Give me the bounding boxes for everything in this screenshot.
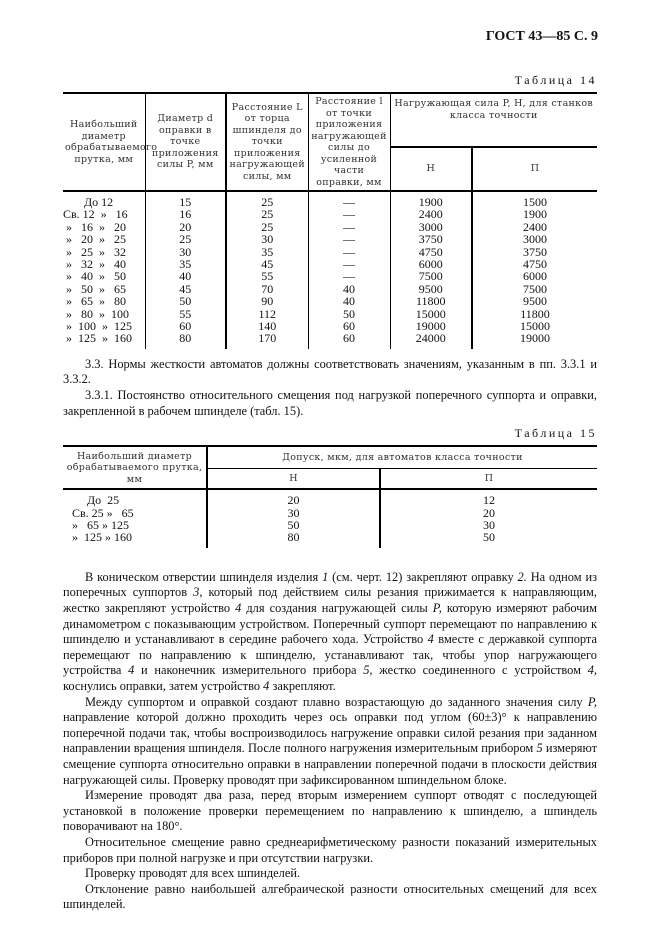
text-run: Отклонение равно наибольшей алгебраической разности относительных смещений для всех шпинделей. bbox=[63, 881, 597, 912]
reference-number: 1 bbox=[322, 569, 329, 584]
header-distance-L: Расстояние L от торца шпинделя до точки приложения нагружающей силы, мм bbox=[226, 93, 308, 191]
table-cell: 19000 bbox=[520, 331, 550, 346]
cell-diameter-range: » 125 » 160 bbox=[63, 332, 145, 348]
header-class-n: Н bbox=[390, 147, 472, 191]
table-cell: 25 bbox=[226, 208, 308, 220]
table-cell: 19000 bbox=[390, 320, 472, 332]
table-cell: — bbox=[308, 270, 390, 282]
text-run: Относительное смещение равно среднеарифметическому разности показаний измерительных приборов при полной нагрузке и при отсутствии нагрузки. bbox=[63, 834, 597, 865]
page-content bbox=[63, 0, 597, 913]
text-run: который под действием силы резания прижимается к направляющим, жестко закрепляют устройство bbox=[63, 585, 597, 616]
header-class-n: Н bbox=[207, 468, 380, 489]
paragraph-3-3-1: 3.3.1. Постоянство относительного смещения под нагрузкой поперечного суппорта и оправки, закрепленной в рабочем шпинделе (табл. 15). bbox=[63, 388, 597, 418]
table-row bbox=[63, 531, 597, 547]
text-run: В коническом отверстии шпинделя изделия bbox=[85, 569, 323, 584]
table-cell: 70 bbox=[226, 283, 308, 295]
table-cell: 45 bbox=[226, 258, 308, 270]
cell-diameter-range: » 25 » 32 bbox=[63, 246, 145, 258]
table-row bbox=[63, 308, 597, 320]
cell-diameter-range: До 12 bbox=[63, 191, 145, 208]
reference-number: P, bbox=[432, 601, 442, 616]
header-distance-l: Расстояние l от точки приложения нагружающей силы до усиленной части оправки, мм bbox=[308, 93, 390, 191]
paragraph bbox=[63, 866, 597, 882]
table-cell: — bbox=[308, 233, 390, 245]
reference-number: 3, bbox=[193, 585, 203, 600]
text-run: для создания нагружающей силы bbox=[241, 601, 433, 616]
table-cell: 3000 bbox=[390, 221, 472, 233]
cell-diameter-range: » 40 » 50 bbox=[63, 270, 145, 282]
table-cell: 9500 bbox=[523, 294, 547, 309]
table-cell: 6000 bbox=[523, 269, 547, 284]
text-run: вместе с державкой суппорта перемещают по направлению к шпинделю, устанавливают так, чтобы упор нагружающего устройства bbox=[63, 632, 597, 678]
table-cell: 24000 bbox=[390, 332, 472, 348]
body-text bbox=[63, 570, 597, 913]
table-row bbox=[63, 519, 597, 531]
cell-diameter-range: » 65 » 80 bbox=[63, 295, 145, 307]
reference-number: 4 bbox=[128, 663, 135, 678]
table-cell: — bbox=[308, 191, 390, 208]
table-cell: 25 bbox=[145, 233, 226, 245]
table-cell: 1900 bbox=[523, 207, 547, 222]
reference-number: 4 bbox=[235, 601, 242, 616]
table-cell: 30 bbox=[226, 233, 308, 245]
table-cell: 3000 bbox=[523, 232, 547, 247]
table-cell: 112 bbox=[226, 308, 308, 320]
text-run: измеряют смещение суппорта относительно оправки в направлении поперечной подачи в плоскости действия нагружающей силы. Проверку проводят при зафиксированном шпиндельном блоке. bbox=[63, 741, 597, 787]
table-cell: 80 bbox=[145, 332, 226, 348]
table-cell: 60 bbox=[308, 320, 390, 332]
table-cell: 3750 bbox=[390, 233, 472, 245]
table-cell: 1900 bbox=[390, 191, 472, 208]
table-cell: 15000 bbox=[390, 308, 472, 320]
header-bar-diameter: Наибольший диаметр обрабатываемого прутка, мм bbox=[63, 93, 145, 191]
table-cell: 4750 bbox=[390, 246, 472, 258]
table-row bbox=[63, 191, 597, 208]
text-run: закрепляют. bbox=[269, 679, 336, 694]
cell-diameter-range: » 50 » 65 bbox=[63, 283, 145, 295]
table-row bbox=[63, 295, 597, 307]
table-cell: 55 bbox=[226, 270, 308, 282]
table-cell: 2400 bbox=[523, 219, 547, 234]
paragraph bbox=[63, 695, 597, 789]
table-row bbox=[63, 270, 597, 282]
table-cell: 50 bbox=[483, 530, 495, 545]
table-cell: — bbox=[308, 221, 390, 233]
table-row bbox=[63, 332, 597, 348]
header-class-p: П bbox=[530, 163, 540, 175]
page-header: ГОСТ 43—85 С. 9 bbox=[485, 29, 598, 44]
paragraph bbox=[63, 788, 597, 835]
table-cell: — bbox=[308, 258, 390, 270]
table-cell: 15000 bbox=[520, 319, 550, 334]
table-cell: 3750 bbox=[523, 244, 547, 259]
table-cell: 30 bbox=[145, 246, 226, 258]
table-cell: 60 bbox=[308, 332, 390, 348]
table-cell: — bbox=[308, 208, 390, 220]
table-cell: 45 bbox=[145, 283, 226, 295]
header-tolerance: Допуск, мкм, для автоматов класса точности bbox=[207, 446, 597, 468]
reference-number: 5 bbox=[536, 741, 543, 756]
table-cell: 12 bbox=[483, 493, 495, 508]
cell-diameter-range: » 80 » 100 bbox=[63, 308, 145, 320]
text-run: На одном из поперечных суппортов bbox=[63, 569, 597, 600]
cell-diameter-range: » 20 » 25 bbox=[63, 233, 145, 245]
table-cell: 60 bbox=[145, 320, 226, 332]
table-cell: — bbox=[308, 246, 390, 258]
table-cell: 7500 bbox=[390, 270, 472, 282]
table-cell: 2400 bbox=[390, 208, 472, 220]
table-cell: 11800 bbox=[520, 306, 550, 321]
paragraph bbox=[63, 882, 597, 913]
cell-diameter-range: » 100 » 125 bbox=[63, 320, 145, 332]
table-cell: 30 bbox=[483, 518, 495, 533]
text-run: (см. черт. 12) закрепляют оправку bbox=[328, 569, 518, 584]
table-cell: 15 bbox=[145, 191, 226, 208]
table-cell: 50 bbox=[145, 295, 226, 307]
table-cell: 6000 bbox=[390, 258, 472, 270]
cell-diameter-range: Св. 25 » 65 bbox=[63, 507, 207, 519]
table-cell: 140 bbox=[226, 320, 308, 332]
table-row bbox=[63, 208, 597, 220]
table-cell: 7500 bbox=[523, 281, 547, 296]
table-14 bbox=[63, 92, 597, 349]
cell-diameter-range: До 25 bbox=[63, 489, 207, 506]
table-row bbox=[63, 507, 597, 519]
table-cell: 50 bbox=[207, 519, 380, 531]
table-cell: 50 bbox=[308, 308, 390, 320]
table-cell: 35 bbox=[145, 258, 226, 270]
table-cell: 4750 bbox=[523, 257, 547, 272]
text-run: Между суппортом и оправкой создают плавно возрастающую до заданного значения силу bbox=[85, 694, 588, 709]
reference-number: 4 bbox=[427, 632, 434, 647]
table-row bbox=[63, 221, 597, 233]
text-run: жестко соединенного с устройством bbox=[372, 663, 588, 678]
table-row bbox=[63, 246, 597, 258]
table-row bbox=[63, 283, 597, 295]
table-cell: 40 bbox=[145, 270, 226, 282]
paragraph-3-3: 3.3. Нормы жесткости автоматов должны соответствовать значениям, указанным в пп. 3.3.1 и 3.3.2. bbox=[63, 356, 597, 387]
text-run: Измерение проводят два раза, перед вторым измерением суппорт отводят с последующей установкой в положение проверки перемещением по направлению к шпинделю, а шпиндель поворачивают на 180°. bbox=[63, 788, 597, 834]
table-cell: 30 bbox=[207, 507, 380, 519]
header-load-force: Нагружающая сила P, Н, для станков класса точности bbox=[390, 93, 597, 147]
cell-diameter-range: Св. 12 » 16 bbox=[63, 208, 145, 220]
cell-diameter-range: » 32 » 40 bbox=[63, 258, 145, 270]
table-cell: 55 bbox=[145, 308, 226, 320]
header-bar-diameter: Наибольший диаметр обрабатываемого прутка, мм bbox=[63, 446, 207, 489]
header-class-p: П bbox=[484, 472, 494, 484]
table-row bbox=[63, 320, 597, 332]
table-cell: 35 bbox=[226, 246, 308, 258]
paragraph bbox=[63, 570, 597, 695]
table-cell: 40 bbox=[308, 283, 390, 295]
table-cell: 170 bbox=[226, 332, 308, 348]
cell-diameter-range: » 125 » 160 bbox=[63, 531, 207, 547]
reference-number: P, bbox=[587, 694, 597, 709]
table-cell: 90 bbox=[226, 295, 308, 307]
table-cell: 1500 bbox=[523, 195, 547, 209]
paragraph bbox=[63, 835, 597, 866]
reference-number: 2. bbox=[517, 569, 527, 584]
text-run: и наконечник измерительного прибора bbox=[134, 663, 364, 678]
reference-number: 4, bbox=[587, 663, 597, 678]
text-run: Проверку проводят для всех шпинделей. bbox=[85, 866, 301, 881]
text-run: коснулись оправки, затем устройство bbox=[63, 679, 264, 694]
table-cell: 20 bbox=[145, 221, 226, 233]
table-15 bbox=[63, 445, 597, 548]
table-cell: 40 bbox=[308, 295, 390, 307]
table-cell: 25 bbox=[226, 191, 308, 208]
table-cell: 9500 bbox=[390, 283, 472, 295]
cell-diameter-range: » 16 » 20 bbox=[63, 221, 145, 233]
reference-number: 4 bbox=[263, 679, 270, 694]
table-cell: 80 bbox=[207, 531, 380, 547]
cell-diameter-range: » 65 » 125 bbox=[63, 519, 207, 531]
table-cell: 20 bbox=[207, 489, 380, 506]
table-15-label: Таблица 15 bbox=[514, 426, 597, 441]
table-cell: 16 bbox=[145, 208, 226, 220]
reference-number: 5, bbox=[363, 663, 373, 678]
text-run: направление которой должно проходить через ось оправки под углом (60±3)° к направлению поперечной подачи так, чтобы воспроизводилось нагружение оправки силой резания при заданном направлении вращения шпинделя. После полного нагружения измерительным прибором bbox=[63, 710, 597, 756]
table-cell: 11800 bbox=[390, 295, 472, 307]
table-14-label: Таблица 14 bbox=[514, 73, 597, 87]
table-row bbox=[63, 489, 597, 506]
table-row bbox=[63, 233, 597, 245]
table-cell: 25 bbox=[226, 221, 308, 233]
header-mandrel-diameter: Диаметр d оправки в точке приложения силы P, мм bbox=[145, 93, 226, 191]
table-cell: 20 bbox=[483, 505, 495, 520]
text-run: которую измеряют рабочим динамометром с показывающим устройством. Поперечный суппорт перемещают по направлению к шпинделю и устанавливают в середине рабочего хода. Устройство bbox=[63, 601, 597, 647]
table-row bbox=[63, 258, 597, 270]
